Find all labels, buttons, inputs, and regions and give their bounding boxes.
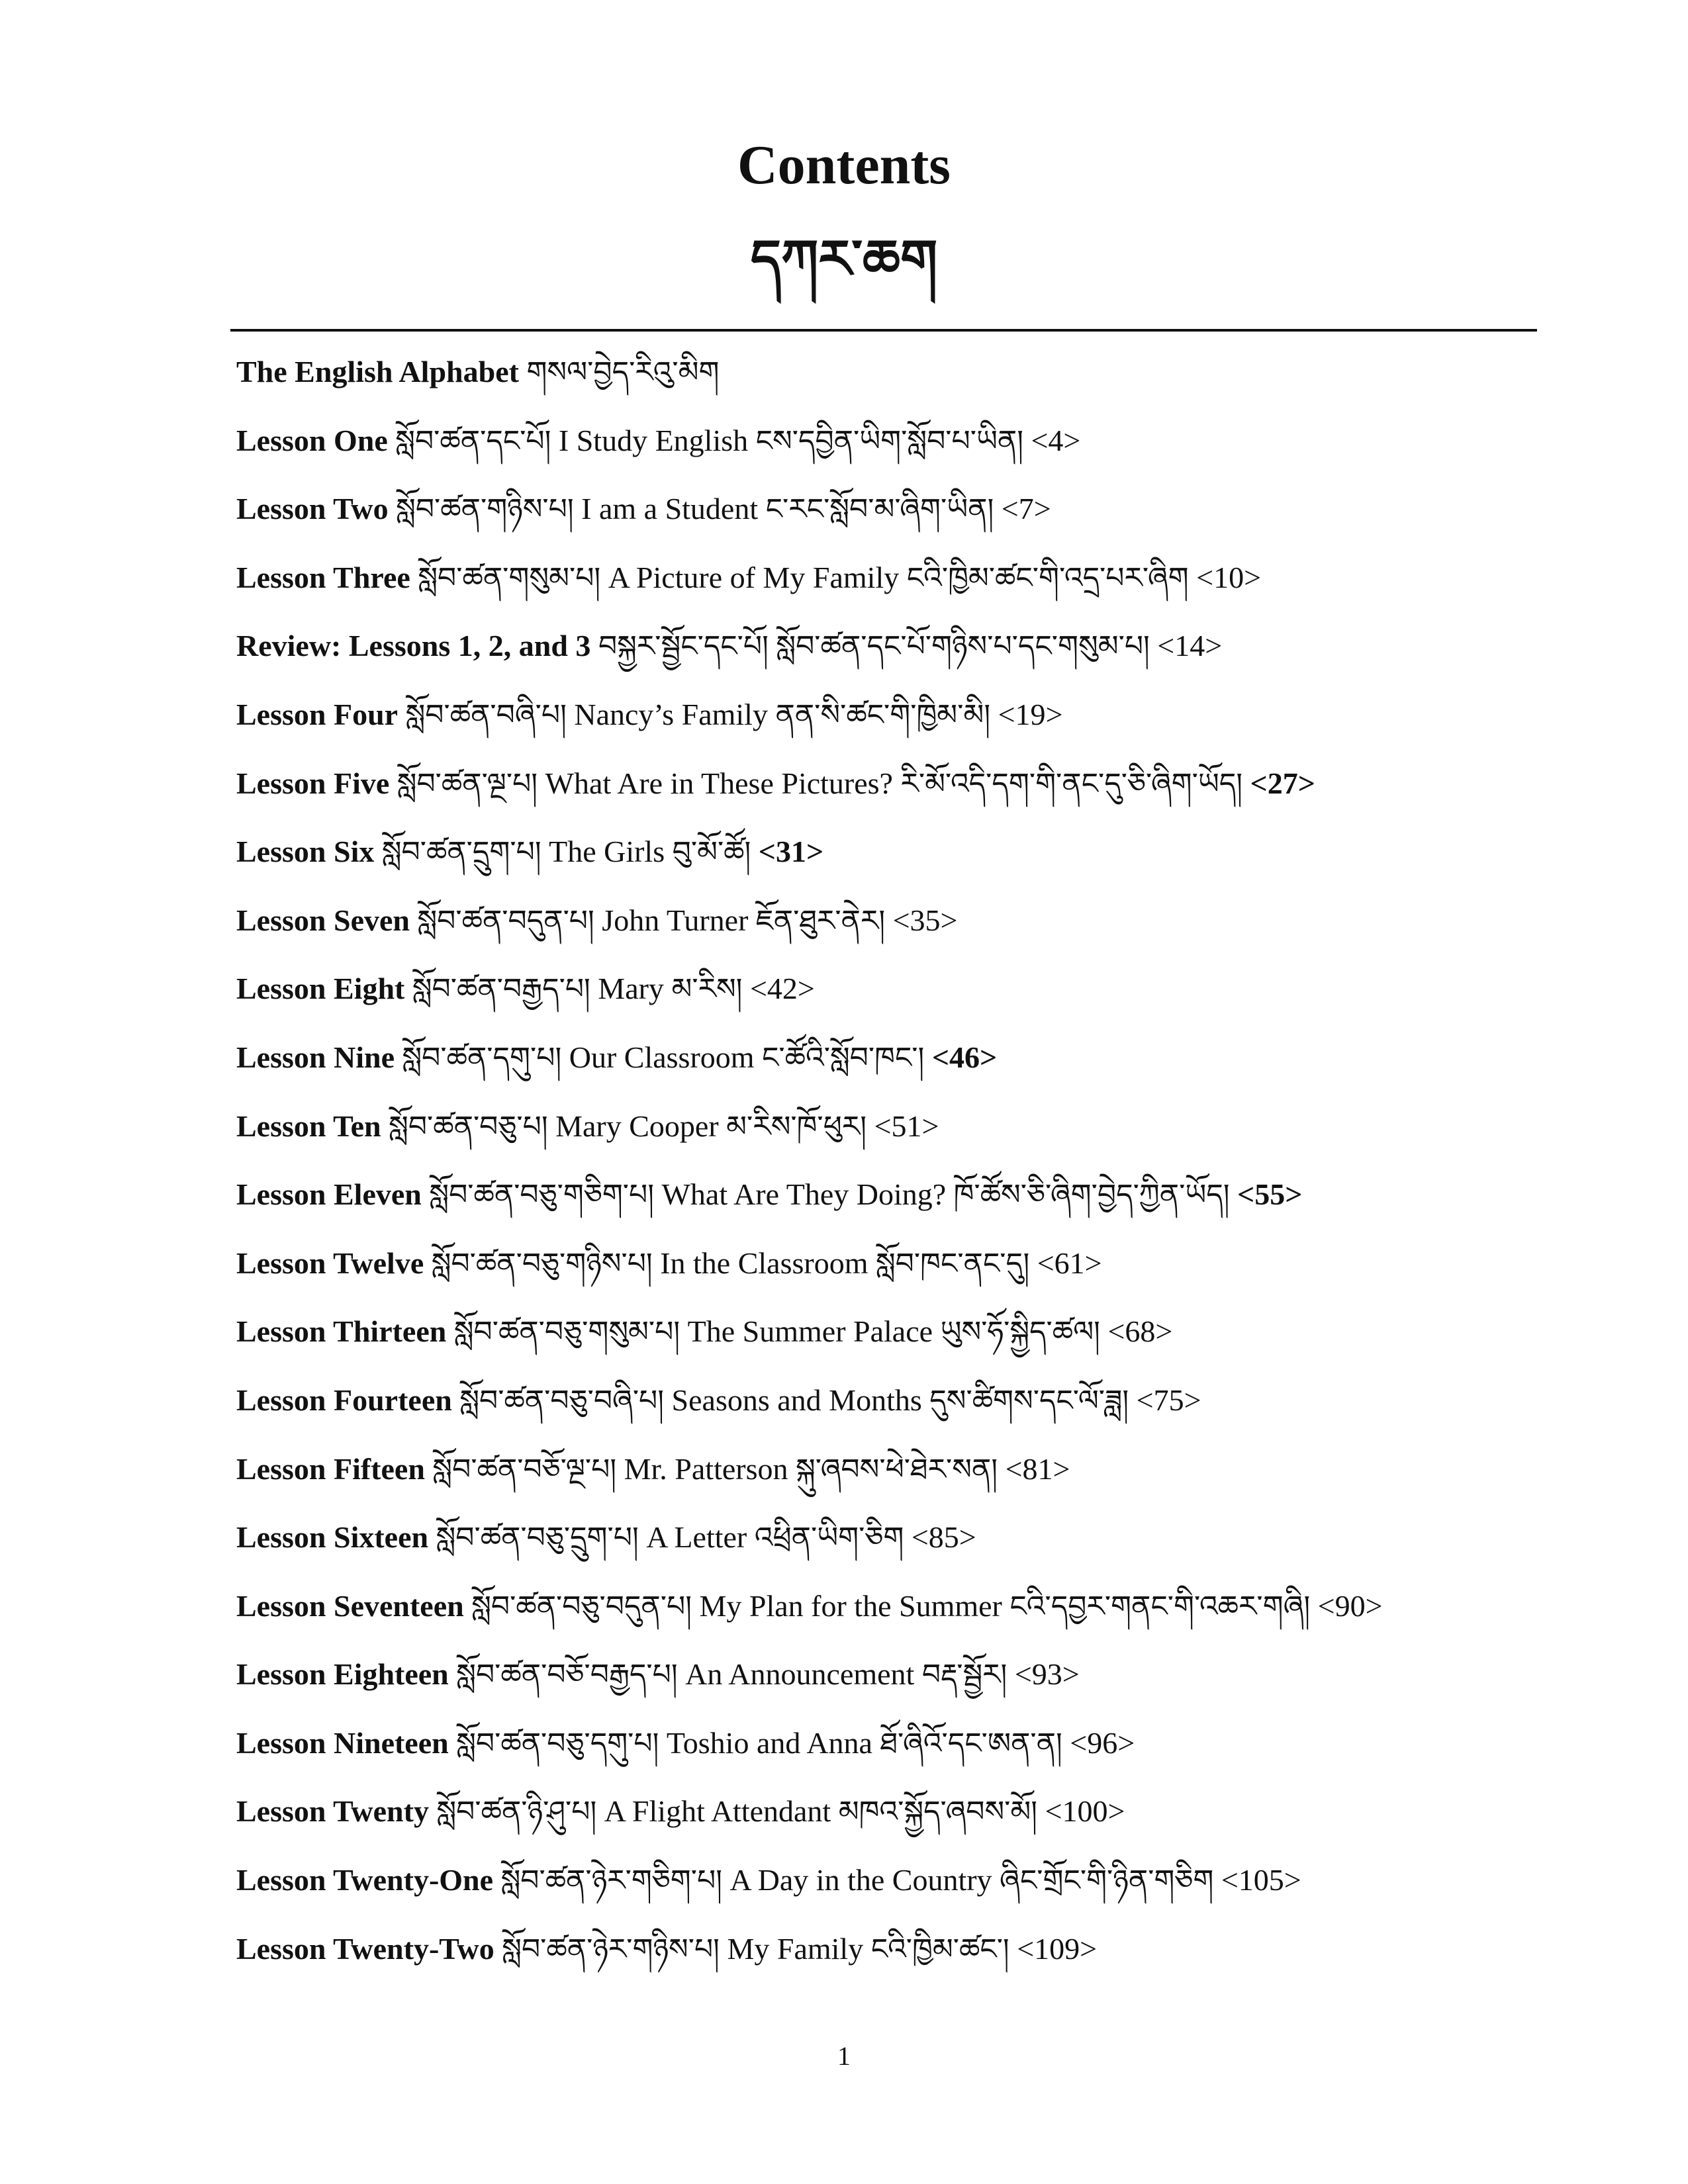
entry-page-ref: <42> [749, 972, 815, 1006]
entry-lesson-label: Lesson Sixteen [236, 1520, 429, 1555]
entry-tibetan-label: བསྐྱར་སྦྱོང་དང་པོ། [598, 629, 769, 664]
entry-english-title: Toshio and Anna [666, 1725, 872, 1760]
entry-page-ref: <10> [1196, 560, 1262, 594]
entry-tibetan-title: ཇོན་ཐུར་ནེར། [755, 903, 886, 938]
entry-lesson-label: Lesson Nine [236, 1040, 395, 1074]
toc-entry [236, 612, 1534, 680]
entry-english-title: Mary Cooper [555, 1109, 719, 1143]
entry-tibetan-label: སློབ་ཚན་བཅུ་བདུན་པ། [471, 1589, 692, 1623]
toc-entry [236, 1777, 1534, 1846]
entry-page-ref: <31> [758, 835, 824, 869]
entry-lesson-label: Lesson Eighteen [236, 1657, 449, 1692]
entry-lesson-label: Lesson Twenty-One [236, 1863, 494, 1897]
entry-lesson-label: Lesson Fourteen [236, 1383, 452, 1417]
entry-tibetan-label: སློབ་ཚན་དྲུག་པ། [381, 835, 541, 870]
entry-page-ref: <100> [1045, 1794, 1125, 1829]
entry-lesson-label: Lesson Fifteen [236, 1451, 425, 1486]
entry-tibetan-label: སློབ་ཚན་བཅོ་ལྔ་པ། [432, 1452, 617, 1486]
entry-page-ref: <81> [1005, 1451, 1070, 1486]
toc-entry [236, 817, 1534, 886]
entry-tibetan-title: ངའི་ཁྱིམ་ཚང་། [870, 1932, 1009, 1966]
entry-tibetan-title: རི་མོ་འདི་དག་གི་ནང་དུ་ཅི་ཞིག་ཡོད། [900, 766, 1243, 801]
entry-english-title: In the Classroom [660, 1246, 868, 1280]
entry-tibetan-title: དུས་ཚིགས་དང་ལོ་ཟླ། [929, 1383, 1129, 1418]
entry-english-title: John Turner [602, 903, 749, 937]
toc-entry [236, 1092, 1534, 1161]
entry-tibetan-label: སློབ་ཚན་བཅུ་གཉིས་པ། [431, 1246, 653, 1281]
entry-english-title: The Girls [549, 835, 665, 869]
entry-tibetan-label: སློབ་ཚན་ཉེར་གཉིས་པ། [502, 1932, 720, 1966]
entry-lesson-label: The English Alphabet [236, 355, 519, 388]
toc-entry [236, 1366, 1534, 1435]
toc-entry [236, 1640, 1534, 1709]
entry-tibetan-label: སློབ་ཚན་བཅུ་པ། [389, 1109, 548, 1144]
entry-tibetan-title: བརྡ་སྦྱོར། [921, 1658, 1008, 1692]
entry-page-ref: <27> [1250, 766, 1315, 800]
entry-english-title: Seasons and Months [671, 1383, 922, 1417]
entry-tibetan-title: ང་ཚོའི་སློབ་ཁང་། [762, 1040, 925, 1075]
entry-tibetan-title: མ་རིས་ཁོ་ཕུར། [726, 1109, 867, 1144]
entry-tibetan-label: སློབ་ཚན་ལྔ་པ། [397, 766, 538, 801]
entry-lesson-label: Lesson Six [236, 835, 375, 869]
entry-page-ref: <93> [1014, 1657, 1080, 1692]
toc-entry [236, 749, 1534, 818]
entry-tibetan-title: མ་རིས། [671, 972, 743, 1007]
toc-entry [236, 543, 1534, 612]
toc-entry [236, 1846, 1534, 1915]
entry-tibetan-label: སློབ་ཚན་དགུ་པ། [402, 1040, 562, 1075]
toc-entry [236, 1023, 1534, 1092]
entry-lesson-label: Lesson Eight [236, 972, 405, 1006]
entry-page-ref: <109> [1017, 1931, 1098, 1966]
toc-entry [236, 1503, 1534, 1572]
entry-page-ref: <85> [911, 1520, 976, 1555]
entry-tibetan-title: བུ་མོ་ཚོ། [672, 835, 751, 870]
entry-page-ref: <51> [874, 1109, 939, 1143]
entry-page-ref: <90> [1317, 1588, 1383, 1623]
entry-english-title: My Family [727, 1931, 864, 1966]
entry-page-ref: <7> [1001, 492, 1051, 526]
entry-english-title: Nancy’s Family [574, 697, 768, 731]
entry-english-title: What Are They Doing? [661, 1177, 947, 1212]
entry-english-title: I Study English [558, 423, 749, 457]
toc-entry [236, 1572, 1534, 1641]
entry-english-title: Mary [598, 972, 664, 1006]
entry-english-title: My Plan for the Summer [699, 1588, 1002, 1623]
entry-lesson-label: Lesson Twenty [236, 1794, 429, 1829]
entry-tibetan-title: སྐུ་ཞབས་ཕེ་ཐེར་སན། [796, 1452, 998, 1486]
entry-tibetan-label: སློབ་ཚན་གསུམ་པ། [418, 561, 601, 595]
entry-page-ref: <55> [1237, 1177, 1303, 1212]
entry-page-ref: <35> [892, 903, 958, 937]
entry-tibetan-label: སློབ་ཚན་བཅུ་དྲུག་པ། [436, 1521, 639, 1555]
entry-page-ref: <14> [1157, 629, 1223, 663]
entry-page-ref: <68> [1107, 1314, 1173, 1349]
entry-tibetan-title: ནན་སི་ཚང་གི་ཁྱིམ་མི། [775, 698, 991, 732]
entry-lesson-label: Lesson One [236, 423, 388, 457]
entry-page-ref: <75> [1136, 1383, 1201, 1417]
entry-english-title: A Picture of My Family [608, 560, 900, 594]
entry-tibetan-label: སློབ་ཚན་བཅུ་དགུ་པ། [456, 1726, 659, 1760]
title-divider [230, 329, 1537, 332]
entry-lesson-label: Lesson Two [236, 492, 389, 526]
entry-lesson-label: Lesson Seventeen [236, 1588, 464, 1623]
entry-tibetan-label: གསལ་བྱེད་རིའུ་མིག [526, 355, 720, 389]
entry-tibetan-title: ངའི་དབྱར་གནང་གི་འཆར་གཞི། [1009, 1589, 1311, 1623]
entry-tibetan-label: སློབ་ཚན་ཉེར་གཅིག་པ། [500, 1864, 722, 1898]
entry-tibetan-title: འཕྲིན་ཡིག་ཅིག [754, 1521, 904, 1555]
entry-english-title: Our Classroom [569, 1040, 755, 1074]
entry-tibetan-label: སློབ་ཚན་བཅོ་བརྒྱད་པ། [456, 1658, 678, 1692]
entry-lesson-label: Lesson Twelve [236, 1246, 424, 1280]
entry-lesson-label: Lesson Seven [236, 903, 410, 937]
toc-entry [236, 680, 1534, 749]
toc-entry [236, 338, 1534, 406]
toc-entry [236, 886, 1534, 955]
entry-page-ref: <4> [1031, 423, 1081, 457]
entry-page-ref: <19> [998, 697, 1063, 731]
table-of-contents [236, 338, 1534, 1983]
entry-tibetan-label: སློབ་ཚན་བཅུ་གཅིག་པ། [429, 1178, 655, 1212]
entry-tibetan-title: ཐོ་ཞིའོ་དང་ཨན་ན། [880, 1726, 1062, 1760]
page-number: 1 [837, 2041, 851, 2071]
entry-english-title: A Flight Attendant [604, 1794, 831, 1829]
toc-entry [236, 1297, 1534, 1366]
entry-tibetan-title: ངའི་ཁྱིམ་ཚང་གི་འདྲ་པར་ཞིག [906, 561, 1189, 595]
entry-lesson-label: Lesson Nineteen [236, 1725, 449, 1760]
entry-page-ref: <46> [931, 1040, 998, 1074]
entry-english-title: A Letter [646, 1520, 747, 1555]
entry-tibetan-title: སློབ་ཚན་དང་པོ་གཉིས་པ་དང་གསུམ་པ། [776, 629, 1150, 664]
entry-lesson-label: Lesson Eleven [236, 1177, 422, 1212]
toc-entry [236, 1229, 1534, 1298]
toc-entry [236, 954, 1534, 1023]
entry-english-title: Mr. Patterson [624, 1451, 788, 1486]
entry-page-ref: <105> [1221, 1863, 1301, 1897]
toc-entry [236, 1435, 1534, 1504]
entry-tibetan-title: ཁོ་ཚོས་ཅི་ཞིག་བྱེད་ཀྱིན་ཡོད། [953, 1178, 1230, 1212]
entry-tibetan-title: ངས་དབྱིན་ཡིག་སློབ་པ་ཡིན། [755, 424, 1023, 458]
entry-lesson-label: Lesson Three [236, 560, 410, 594]
entry-english-title: I am a Student [581, 492, 759, 526]
toc-entry [236, 406, 1534, 475]
entry-english-title: The Summer Palace [687, 1314, 933, 1349]
entry-tibetan-label: སློབ་ཚན་བདུན་པ། [417, 903, 594, 938]
entry-english-title: An Announcement [685, 1657, 915, 1692]
toc-entry [236, 1160, 1534, 1229]
entry-lesson-label: Lesson Five [236, 766, 390, 800]
entry-page-ref: <96> [1070, 1725, 1135, 1760]
toc-entry [236, 1709, 1534, 1778]
entry-lesson-label: Review: Lessons 1, 2, and 3 [236, 629, 591, 663]
toc-entry [236, 1915, 1534, 1983]
entry-lesson-label: Lesson Twenty-Two [236, 1931, 494, 1966]
entry-tibetan-title: སློབ་ཁང་ནང་དུ། [875, 1246, 1030, 1281]
entry-english-title: A Day in the Country [729, 1863, 992, 1897]
entry-tibetan-label: སློབ་ཚན་ཉི་ཤུ་པ། [436, 1795, 597, 1829]
entry-tibetan-label: སློབ་ཚན་བརྒྱད་པ། [412, 972, 590, 1007]
entry-lesson-label: Lesson Four [236, 697, 399, 731]
entry-lesson-label: Lesson Ten [236, 1109, 381, 1143]
entry-tibetan-title: ཡུས་ཧོ་སྐྱིད་ཚལ། [940, 1315, 1100, 1349]
entry-page-ref: <61> [1037, 1246, 1102, 1280]
toc-entry [236, 475, 1534, 543]
page-subtitle-tibetan: དཀར་ཆག [750, 231, 938, 289]
entry-tibetan-label: སློབ་ཚན་བཞི་པ། [405, 698, 567, 732]
entry-tibetan-label: སློབ་ཚན་བཅུ་བཞི་པ། [459, 1383, 665, 1418]
entry-tibetan-title: མཁའ་སྐྱོད་ཞབས་མོ། [838, 1795, 1038, 1829]
entry-tibetan-label: སློབ་ཚན་དང་པོ། [395, 424, 551, 458]
entry-english-title: What Are in These Pictures? [545, 766, 893, 800]
entry-tibetan-title: ཞིང་གྲོང་གི་ཉིན་གཅིག [1000, 1864, 1214, 1898]
entry-lesson-label: Lesson Thirteen [236, 1314, 447, 1349]
entry-tibetan-label: སློབ་ཚན་གཉིས་པ། [396, 492, 574, 527]
entry-tibetan-title: ང་རང་སློབ་མ་ཞིག་ཡིན། [765, 492, 994, 527]
entry-tibetan-label: སློབ་ཚན་བཅུ་གསུམ་པ། [453, 1315, 680, 1349]
page-title: Contents [737, 134, 951, 196]
